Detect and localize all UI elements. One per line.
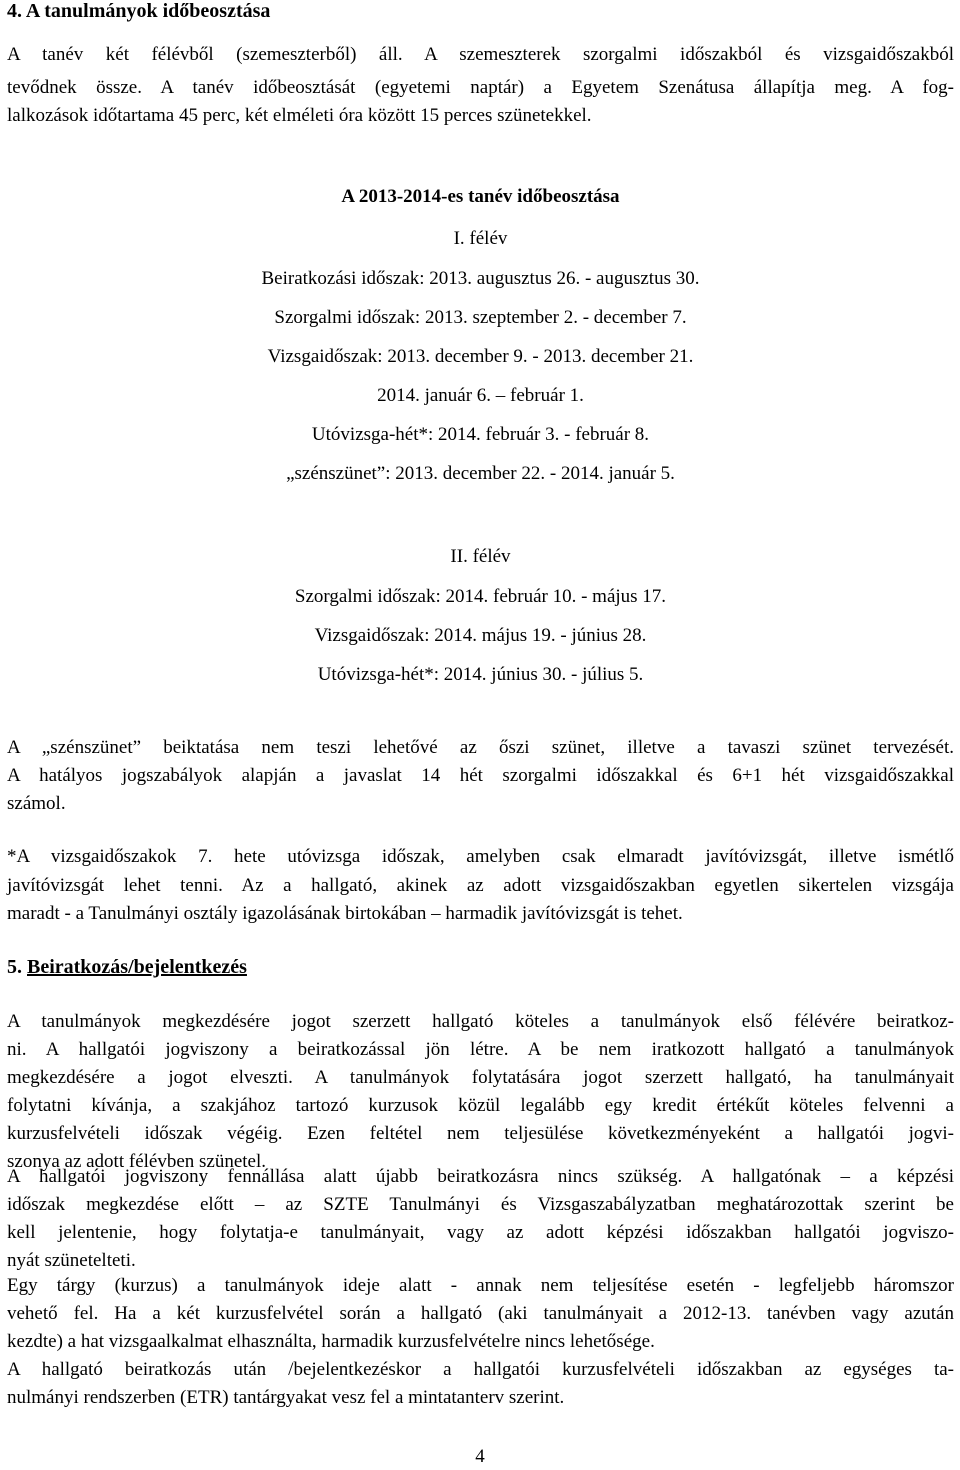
- semester-2-title: II. félév: [450, 546, 511, 567]
- semester-1-line: „szénszünet”: 2013. december 22. - 2014. január 5.: [286, 463, 675, 484]
- section-5-line: Egy tárgy (kurzus) a tanulmányok ideje alatt - annak nem teljesítése esetén - legfeljebb háromszor: [7, 1275, 954, 1296]
- section-5-line: kurzusfelvételi időszak végéig. Ezen feltétel nem teljesülése következményeként a hallgatói jogvi-: [7, 1123, 954, 1144]
- section-5-title: Beiratkozás/bejelentkezés: [27, 956, 247, 978]
- semester-1-line: Vizsgaidőszak: 2013. december 9. - 2013. december 21.: [267, 346, 694, 367]
- semester-1-line: Utóvizsga-hét*: 2014. február 3. - február 8.: [311, 424, 650, 445]
- schedule-title: A 2013-2014-es tanév időbeosztása: [341, 186, 620, 207]
- section-5-line: nulmányi rendszerben (ETR) tantárgyakat vesz fel a mintatanterv szerint.: [7, 1387, 565, 1408]
- section-5-line: A hallgató beiratkozás után /bejelentkezéskor a hallgatói kurzusfelvételi időszakban az egységes ta-: [7, 1359, 954, 1380]
- intro-line-1: A tanév két félévből (szemeszterből) áll. A szemeszterek szorgalmi időszakból és vizsgaidőszakból: [7, 44, 954, 65]
- section-5-line: időszak megkezdése előtt – az SZTE Tanulmányi és Vizsgaszabályzatban meghatározottak szerint be: [7, 1194, 954, 1215]
- section-5-line: folytatni kívánja, a szakjához tartozó kurzusok közül legalább egy kredit értékűt köteles felvenni a: [7, 1095, 954, 1116]
- note-1-line: A hatályos jogszabályok alapján a javaslat 14 hét szorgalmi időszakkal és 6+1 hét vizsgaidőszakkal: [7, 765, 954, 786]
- semester-1-line: Beiratkozási időszak: 2013. augusztus 26. - augusztus 30.: [261, 268, 700, 289]
- page-number: 4: [475, 1446, 485, 1467]
- note-1-line: A „szénszünet” beiktatása nem teszi lehetővé az őszi szünet, illetve a tavaszi szünet tervezését.: [7, 737, 954, 758]
- note-2-line: *A vizsgaidőszakok 7. hete utóvizsga időszak, amelyben csak elmaradt javítóvizsgát, illetve ismétlő: [7, 846, 954, 867]
- intro-line-3: lalkozások időtartama 45 perc, két elméleti óra között 15 perces szünetekkel.: [7, 105, 592, 126]
- section-5-line: kell jelentenie, hogy folytatja-e tanulmányait, vagy az adott képzési időszakban hallgatói jogviszo-: [7, 1222, 954, 1243]
- note-2-line: javítóvizsgát lehet tenni. Az a hallgató, akinek az adott vizsgaidőszakban egyetlen sikertelen vizsgája: [7, 875, 954, 896]
- semester-1-line: 2014. január 6. – február 1.: [377, 385, 584, 406]
- section-5-line: szonya az adott félévben szünetel.: [7, 1151, 267, 1172]
- section-5-line: vehető fel. Ha a két kurzusfelvétel során a hallgató (aki tanulmányait a 2012-13. tanévben vagy azután: [7, 1303, 954, 1324]
- semester-2-line: Szorgalmi időszak: 2014. február 10. - május 17.: [294, 586, 667, 607]
- section-heading: 4. A tanulmányok időbeosztása: [7, 0, 271, 22]
- note-1-line: számol.: [7, 793, 66, 814]
- intro-line-2: tevődnek össze. A tanév időbeosztását (egyetemi naptár) a Egyetem Szenátusa állapítja meg. A fog-: [7, 77, 954, 98]
- section-5-number: 5.: [7, 956, 22, 978]
- section-5-line: A tanulmányok megkezdésére jogot szerzett hallgató köteles a tanulmányok első félévére beiratkoz-: [7, 1011, 954, 1032]
- semester-1-title: I. félév: [453, 228, 508, 249]
- section-5-line: nyát szünetelteti.: [7, 1250, 136, 1271]
- note-2-line: maradt - a Tanulmányi osztály igazolásának birtokában – harmadik javítóvizsgát is tehet.: [7, 903, 683, 924]
- section-5-line: megkezdésére a jogot elveszti. A tanulmányok folytatására jogot szerzett hallgató, ha tanulmányait: [7, 1067, 954, 1088]
- section-5-heading: [7, 956, 247, 978]
- section-5-line: A hallgatói jogviszony fennállása alatt újabb beiratkozásra nincs szükség. A hallgatónak – a képzési: [7, 1166, 954, 1187]
- semester-2-line: Utóvizsga-hét*: 2014. június 30. - július 5.: [317, 664, 644, 685]
- section-5-line: ni. A hallgatói jogviszony a beiratkozással jön létre. A be nem iratkozott hallgató a tanulmányok: [7, 1039, 954, 1060]
- section-5-line: kezdte) a hat vizsgaalkalmat elhasználta, harmadik kurzusfelvételre nincs lehetősége.: [7, 1331, 655, 1352]
- semester-2-line: Vizsgaidőszak: 2014. május 19. - június 28.: [314, 625, 647, 646]
- semester-1-line: Szorgalmi időszak: 2013. szeptember 2. - december 7.: [274, 307, 687, 328]
